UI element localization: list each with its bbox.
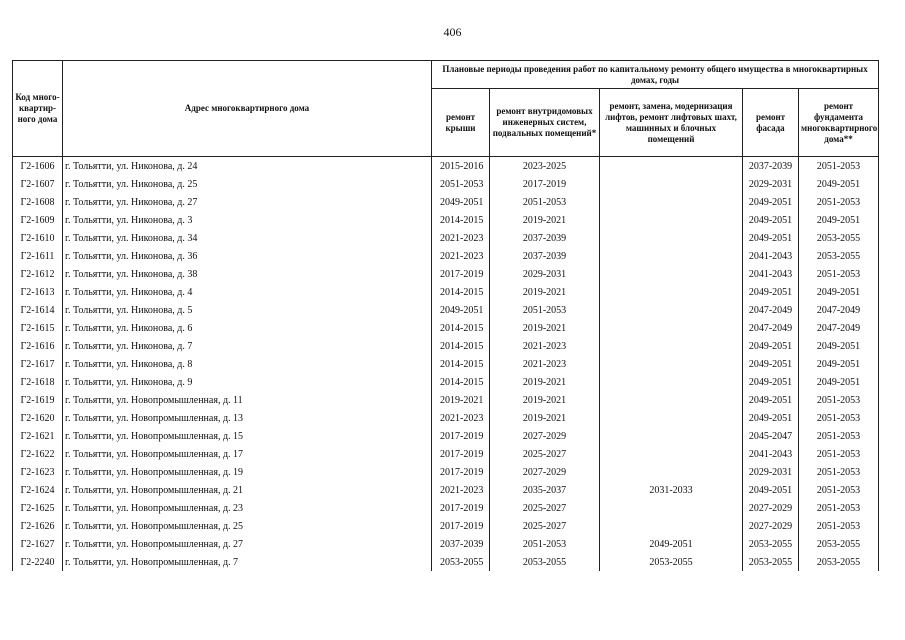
- cell-facade: 2049-2051: [743, 373, 799, 391]
- cell-elevators: 2053-2055: [600, 553, 743, 571]
- cell-elevators: [600, 373, 743, 391]
- cell-facade: 2029-2031: [743, 463, 799, 481]
- cell-engineering: 2051-2053: [490, 301, 600, 319]
- cell-address: г. Тольятти, ул. Новопромышленная, д. 27: [63, 535, 432, 553]
- cell-address: г. Тольятти, ул. Никонова, д. 9: [63, 373, 432, 391]
- cell-engineering: 2037-2039: [490, 247, 600, 265]
- cell-foundation: 2049-2051: [799, 283, 879, 301]
- cell-roof: 2051-2053: [432, 175, 490, 193]
- cell-facade: 2041-2043: [743, 265, 799, 283]
- cell-roof: 2021-2023: [432, 409, 490, 427]
- cell-foundation: 2047-2049: [799, 319, 879, 337]
- cell-elevators: [600, 175, 743, 193]
- cell-foundation: 2051-2053: [799, 445, 879, 463]
- cell-engineering: 2021-2023: [490, 355, 600, 373]
- capital-repair-table: [12, 60, 879, 571]
- cell-foundation: 2049-2051: [799, 355, 879, 373]
- table-row: [13, 481, 879, 499]
- cell-foundation: 2049-2051: [799, 373, 879, 391]
- cell-code: Г2-2240: [13, 553, 63, 571]
- cell-code: Г2-1627: [13, 535, 63, 553]
- cell-code: Г2-1619: [13, 391, 63, 409]
- table-row: [13, 535, 879, 553]
- header-engineering: ремонт внутридомовых инженерных систем, подвальных помещений*: [490, 89, 600, 157]
- cell-code: Г2-1615: [13, 319, 63, 337]
- cell-engineering: 2023-2025: [490, 157, 600, 176]
- cell-engineering: 2035-2037: [490, 481, 600, 499]
- table-row: [13, 157, 879, 176]
- cell-elevators: [600, 265, 743, 283]
- cell-foundation: 2053-2055: [799, 247, 879, 265]
- table-row: [13, 373, 879, 391]
- cell-engineering: 2019-2021: [490, 211, 600, 229]
- cell-elevators: [600, 445, 743, 463]
- table-row: [13, 445, 879, 463]
- cell-address: г. Тольятти, ул. Новопромышленная, д. 13: [63, 409, 432, 427]
- table-row: [13, 301, 879, 319]
- header-code: Код много-квартир-ного дома: [13, 61, 63, 157]
- cell-address: г. Тольятти, ул. Никонова, д. 24: [63, 157, 432, 176]
- cell-foundation: 2051-2053: [799, 481, 879, 499]
- header-address: Адрес многоквартирного дома: [63, 61, 432, 157]
- cell-engineering: 2019-2021: [490, 391, 600, 409]
- cell-facade: 2053-2055: [743, 553, 799, 571]
- cell-roof: 2014-2015: [432, 355, 490, 373]
- cell-foundation: 2053-2055: [799, 229, 879, 247]
- cell-engineering: 2025-2027: [490, 499, 600, 517]
- table-row: [13, 553, 879, 571]
- table-row: [13, 427, 879, 445]
- cell-code: Г2-1608: [13, 193, 63, 211]
- cell-foundation: 2051-2053: [799, 499, 879, 517]
- cell-facade: 2049-2051: [743, 355, 799, 373]
- cell-elevators: [600, 391, 743, 409]
- cell-engineering: 2037-2039: [490, 229, 600, 247]
- cell-roof: 2014-2015: [432, 283, 490, 301]
- cell-roof: 2049-2051: [432, 301, 490, 319]
- cell-roof: 2017-2019: [432, 517, 490, 535]
- cell-elevators: [600, 157, 743, 176]
- cell-roof: 2014-2015: [432, 337, 490, 355]
- cell-facade: 2049-2051: [743, 391, 799, 409]
- cell-engineering: 2019-2021: [490, 283, 600, 301]
- cell-facade: 2037-2039: [743, 157, 799, 176]
- cell-roof: 2014-2015: [432, 373, 490, 391]
- cell-elevators: [600, 355, 743, 373]
- header-periods-group: Плановые периоды проведения работ по капитальному ремонту общего имущества в многоквартирных домах, годы: [432, 61, 879, 89]
- header-facade: ремонт фасада: [743, 89, 799, 157]
- cell-engineering: 2019-2021: [490, 319, 600, 337]
- cell-facade: 2053-2055: [743, 535, 799, 553]
- table-row: [13, 391, 879, 409]
- cell-foundation: 2051-2053: [799, 391, 879, 409]
- cell-foundation: 2049-2051: [799, 337, 879, 355]
- cell-facade: 2049-2051: [743, 481, 799, 499]
- header-roof: ремонт крыши: [432, 89, 490, 157]
- cell-address: г. Тольятти, ул. Новопромышленная, д. 7: [63, 553, 432, 571]
- cell-elevators: [600, 193, 743, 211]
- cell-elevators: 2049-2051: [600, 535, 743, 553]
- table-row: [13, 211, 879, 229]
- cell-elevators: [600, 427, 743, 445]
- cell-roof: 2021-2023: [432, 229, 490, 247]
- cell-facade: 2027-2029: [743, 499, 799, 517]
- cell-engineering: 2025-2027: [490, 517, 600, 535]
- cell-elevators: [600, 229, 743, 247]
- cell-foundation: 2049-2051: [799, 175, 879, 193]
- cell-foundation: 2053-2055: [799, 535, 879, 553]
- cell-engineering: 2019-2021: [490, 373, 600, 391]
- cell-code: Г2-1625: [13, 499, 63, 517]
- cell-elevators: [600, 301, 743, 319]
- cell-roof: 2021-2023: [432, 481, 490, 499]
- cell-engineering: 2029-2031: [490, 265, 600, 283]
- table-row: [13, 337, 879, 355]
- table-row: [13, 283, 879, 301]
- cell-code: Г2-1613: [13, 283, 63, 301]
- cell-elevators: [600, 517, 743, 535]
- cell-engineering: 2027-2029: [490, 463, 600, 481]
- cell-foundation: 2051-2053: [799, 427, 879, 445]
- table-row: [13, 175, 879, 193]
- table-row: [13, 265, 879, 283]
- table-row: [13, 463, 879, 481]
- cell-address: г. Тольятти, ул. Никонова, д. 27: [63, 193, 432, 211]
- cell-elevators: [600, 319, 743, 337]
- cell-foundation: 2053-2055: [799, 553, 879, 571]
- table-row: [13, 193, 879, 211]
- cell-code: Г2-1616: [13, 337, 63, 355]
- cell-roof: 2019-2021: [432, 391, 490, 409]
- cell-engineering: 2019-2021: [490, 409, 600, 427]
- cell-roof: 2017-2019: [432, 265, 490, 283]
- cell-foundation: 2049-2051: [799, 211, 879, 229]
- cell-elevators: [600, 211, 743, 229]
- cell-roof: 2053-2055: [432, 553, 490, 571]
- cell-address: г. Тольятти, ул. Никонова, д. 7: [63, 337, 432, 355]
- cell-code: Г2-1624: [13, 481, 63, 499]
- cell-code: Г2-1621: [13, 427, 63, 445]
- table-row: [13, 229, 879, 247]
- cell-address: г. Тольятти, ул. Новопромышленная, д. 11: [63, 391, 432, 409]
- cell-facade: 2049-2051: [743, 337, 799, 355]
- cell-roof: 2017-2019: [432, 427, 490, 445]
- cell-engineering: 2051-2053: [490, 535, 600, 553]
- cell-foundation: 2051-2053: [799, 517, 879, 535]
- cell-code: Г2-1609: [13, 211, 63, 229]
- cell-foundation: 2051-2053: [799, 463, 879, 481]
- cell-code: Г2-1614: [13, 301, 63, 319]
- cell-elevators: [600, 463, 743, 481]
- cell-code: Г2-1610: [13, 229, 63, 247]
- cell-facade: 2049-2051: [743, 283, 799, 301]
- cell-code: Г2-1626: [13, 517, 63, 535]
- cell-foundation: 2051-2053: [799, 265, 879, 283]
- cell-facade: 2027-2029: [743, 517, 799, 535]
- cell-engineering: 2027-2029: [490, 427, 600, 445]
- cell-code: Г2-1618: [13, 373, 63, 391]
- cell-facade: 2041-2043: [743, 247, 799, 265]
- cell-roof: 2017-2019: [432, 445, 490, 463]
- table-row: [13, 517, 879, 535]
- cell-address: г. Тольятти, ул. Никонова, д. 6: [63, 319, 432, 337]
- cell-foundation: 2047-2049: [799, 301, 879, 319]
- cell-roof: 2021-2023: [432, 247, 490, 265]
- cell-facade: 2029-2031: [743, 175, 799, 193]
- table-row: [13, 247, 879, 265]
- cell-address: г. Тольятти, ул. Никонова, д. 25: [63, 175, 432, 193]
- cell-code: Г2-1612: [13, 265, 63, 283]
- cell-engineering: 2051-2053: [490, 193, 600, 211]
- cell-address: г. Тольятти, ул. Новопромышленная, д. 21: [63, 481, 432, 499]
- cell-facade: 2041-2043: [743, 445, 799, 463]
- cell-roof: 2015-2016: [432, 157, 490, 176]
- cell-facade: 2049-2051: [743, 211, 799, 229]
- header-elevators: ремонт, замена, модернизация лифтов, ремонт лифтовых шахт, машинных и блочных помещений: [600, 89, 743, 157]
- cell-facade: 2047-2049: [743, 319, 799, 337]
- cell-address: г. Тольятти, ул. Никонова, д. 5: [63, 301, 432, 319]
- cell-address: г. Тольятти, ул. Новопромышленная, д. 23: [63, 499, 432, 517]
- cell-roof: 2049-2051: [432, 193, 490, 211]
- cell-facade: 2049-2051: [743, 409, 799, 427]
- cell-elevators: [600, 283, 743, 301]
- cell-code: Г2-1617: [13, 355, 63, 373]
- cell-engineering: 2017-2019: [490, 175, 600, 193]
- cell-code: Г2-1620: [13, 409, 63, 427]
- cell-roof: 2014-2015: [432, 319, 490, 337]
- cell-facade: 2045-2047: [743, 427, 799, 445]
- cell-elevators: [600, 409, 743, 427]
- cell-engineering: 2053-2055: [490, 553, 600, 571]
- cell-code: Г2-1606: [13, 157, 63, 176]
- cell-address: г. Тольятти, ул. Никонова, д. 8: [63, 355, 432, 373]
- cell-foundation: 2051-2053: [799, 409, 879, 427]
- cell-foundation: 2051-2053: [799, 157, 879, 176]
- cell-facade: 2049-2051: [743, 229, 799, 247]
- cell-engineering: 2021-2023: [490, 337, 600, 355]
- cell-code: Г2-1622: [13, 445, 63, 463]
- cell-address: г. Тольятти, ул. Никонова, д. 34: [63, 229, 432, 247]
- cell-elevators: [600, 337, 743, 355]
- cell-address: г. Тольятти, ул. Новопромышленная, д. 19: [63, 463, 432, 481]
- cell-roof: 2017-2019: [432, 463, 490, 481]
- table-row: [13, 319, 879, 337]
- table-row: [13, 355, 879, 373]
- cell-roof: 2017-2019: [432, 499, 490, 517]
- cell-engineering: 2025-2027: [490, 445, 600, 463]
- cell-foundation: 2051-2053: [799, 193, 879, 211]
- cell-address: г. Тольятти, ул. Никонова, д. 38: [63, 265, 432, 283]
- table-row: [13, 409, 879, 427]
- header-foundation: ремонт фундамента многоквартирного дома**: [799, 89, 879, 157]
- cell-address: г. Тольятти, ул. Новопромышленная, д. 15: [63, 427, 432, 445]
- cell-elevators: 2031-2033: [600, 481, 743, 499]
- page-number: 406: [443, 25, 462, 39]
- cell-facade: 2049-2051: [743, 193, 799, 211]
- cell-code: Г2-1611: [13, 247, 63, 265]
- cell-address: г. Тольятти, ул. Никонова, д. 4: [63, 283, 432, 301]
- table-body: [13, 157, 879, 572]
- cell-elevators: [600, 499, 743, 517]
- cell-facade: 2047-2049: [743, 301, 799, 319]
- cell-elevators: [600, 247, 743, 265]
- cell-address: г. Тольятти, ул. Никонова, д. 3: [63, 211, 432, 229]
- cell-address: г. Тольятти, ул. Никонова, д. 36: [63, 247, 432, 265]
- table-row: [13, 499, 879, 517]
- cell-code: Г2-1607: [13, 175, 63, 193]
- cell-roof: 2037-2039: [432, 535, 490, 553]
- cell-address: г. Тольятти, ул. Новопромышленная, д. 25: [63, 517, 432, 535]
- cell-roof: 2014-2015: [432, 211, 490, 229]
- cell-address: г. Тольятти, ул. Новопромышленная, д. 17: [63, 445, 432, 463]
- cell-code: Г2-1623: [13, 463, 63, 481]
